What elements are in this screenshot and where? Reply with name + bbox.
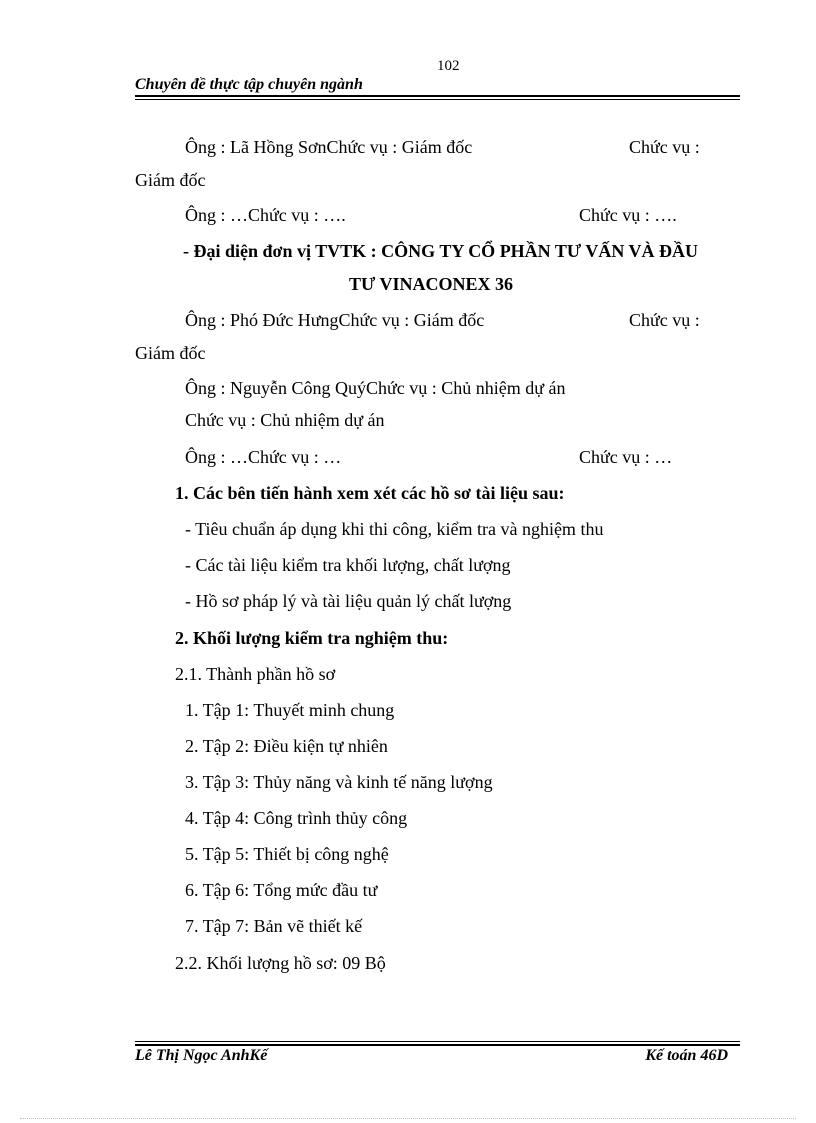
- list-item: - Các tài liệu kiểm tra khối lượng, chất lượng: [185, 555, 511, 575]
- list-item: 2. Tập 2: Điều kiện tự nhiên: [185, 736, 388, 756]
- list-item: 3. Tập 3: Thủy năng và kinh tế năng lượng: [185, 772, 493, 792]
- subsection-2-1: 2.1. Thành phần hồ sơ: [175, 664, 336, 684]
- list-item: 7. Tập 7: Bản vẽ thiết kế: [185, 916, 363, 936]
- line-signer-1: Ông : Lã Hồng SơnChức vụ : Giám đốc: [185, 137, 473, 157]
- line-signer-3-wrap: Giám đốc: [135, 343, 206, 363]
- list-item: 4. Tập 4: Công trình thủy công: [185, 808, 408, 828]
- line-signer-1-position: Chức vụ :: [629, 137, 700, 157]
- header-title: Chuyên đề thực tập chuyên ngành: [135, 76, 363, 93]
- list-item: 5. Tập 5: Thiết bị công nghệ: [185, 844, 389, 864]
- representative-heading-wrap: TƯ VINACONEX 36: [349, 274, 514, 294]
- line-signer-4-position: Chức vụ : Chủ nhiệm dự án: [185, 410, 385, 430]
- representative-heading: - Đại diện đơn vị TVTK : CÔNG TY CỔ PHẦN TƯ VẤN VÀ ĐẦU: [183, 241, 699, 261]
- line-signer-2-position: Chức vụ : ….: [579, 205, 677, 225]
- line-signer-3: Ông : Phó Đức HưngChức vụ : Giám đốc: [185, 310, 485, 330]
- line-signer-1-wrap: Giám đốc: [135, 170, 206, 190]
- section-2-heading: 2. Khối lượng kiểm tra nghiệm thu:: [175, 628, 449, 648]
- list-item: 1. Tập 1: Thuyết minh chung: [185, 700, 395, 720]
- list-item: 6. Tập 6: Tổng mức đầu tư: [185, 880, 378, 900]
- list-item: - Hồ sơ pháp lý và tài liệu quản lý chất lượng: [185, 591, 512, 611]
- line-signer-4: Ông : Nguyễn Công QuýChức vụ : Chủ nhiệm dự án: [185, 378, 566, 398]
- line-signer-3-position: Chức vụ :: [629, 310, 700, 330]
- footer-author: Lê Thị Ngọc AnhKế: [135, 1047, 268, 1064]
- line-signer-5: Ông : …Chức vụ : …: [185, 447, 342, 467]
- header-rule: [135, 95, 740, 100]
- page-number: 102: [437, 58, 460, 74]
- line-signer-2: Ông : …Chức vụ : ….: [185, 205, 346, 225]
- footer-class: Kế toán 46D: [645, 1047, 728, 1064]
- section-1-heading: 1. Các bên tiến hành xem xét các hồ sơ tài liệu sau:: [175, 483, 565, 503]
- subsection-2-2: 2.2. Khối lượng hồ sơ: 09 Bộ: [175, 953, 386, 973]
- page-boundary: [20, 1118, 796, 1119]
- line-signer-5-position: Chức vụ : …: [579, 447, 673, 467]
- list-item: - Tiêu chuẩn áp dụng khi thi công, kiểm tra và nghiệm thu: [185, 519, 604, 539]
- footer-rule: [135, 1041, 740, 1046]
